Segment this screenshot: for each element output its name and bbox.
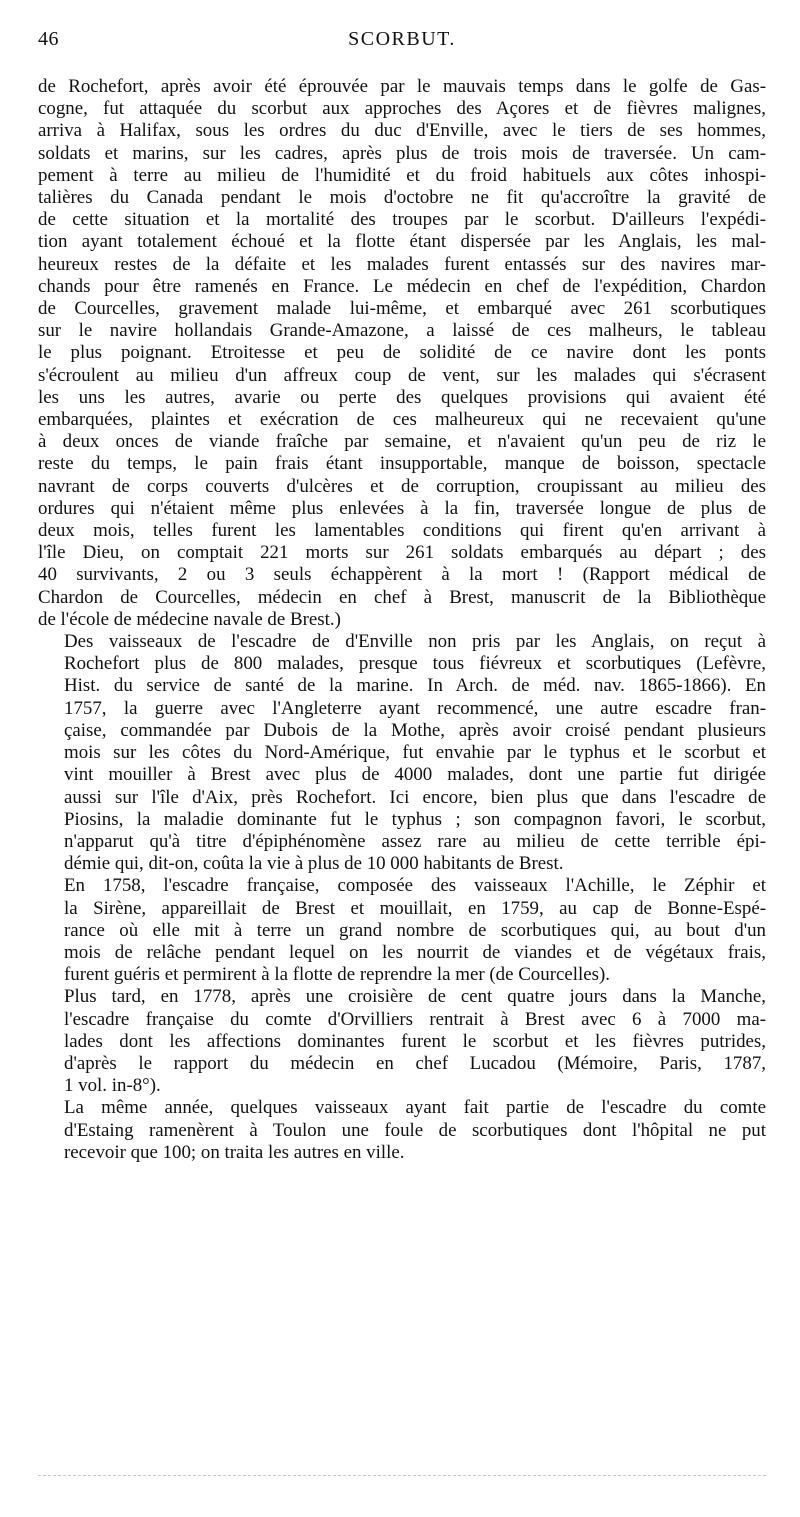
text-line: s'écroulent au milieu d'un affreux coup de vent, sur les malades qui s'écrasent — [38, 364, 766, 386]
text-line: soldats et marins, sur les cadres, après plus de trois mois de traversée. Un cam- — [38, 142, 766, 164]
text-line: Plus tard, en 1778, après une croisière de cent quatre jours dans la Manche, — [64, 986, 766, 1008]
text-line: navrant de corps couverts d'ulcères et de corruption, croupissant au milieu des — [38, 475, 766, 497]
text-line: furent guéris et permirent à la flotte de reprendre la mer (de Courcelles). — [64, 964, 611, 986]
text-line: pement à terre au milieu de l'humidité et du froid habituels aux côtes inhospi- — [38, 164, 766, 186]
text-line: embarquées, plaintes et exécration de ces malheureux qui ne recevaient qu'une — [38, 409, 766, 431]
book-page — [38, 28, 766, 1164]
text-line: les uns les autres, avarie ou perte des quelques provisions qui avaient été — [38, 386, 766, 408]
text-line: 40 survivants, 2 ou 3 seuls échappèrent à la mort ! (Rapport médical de — [38, 564, 766, 586]
text-line: de Rochefort, après avoir été éprouvée par le mauvais temps dans le golfe de Gas- — [38, 76, 766, 97]
text-line: heureux restes de la défaite et les malades furent entassés sur des navires mar- — [38, 253, 766, 275]
body-text — [38, 76, 766, 1164]
text-line: reste du temps, le pain frais étant insupportable, manque de boisson, spectacle — [38, 453, 766, 475]
text-line: cogne, fut attaquée du scorbut aux approches des Açores et de fièvres malignes, — [38, 98, 766, 120]
text-line: aussi sur l'île d'Aix, près Rochefort. Ici encore, bien plus que dans l'escadre de — [64, 786, 766, 808]
text-line: En 1758, l'escadre française, composée des vaisseaux l'Achille, le Zéphir et — [64, 875, 766, 897]
text-line: de Courcelles, gravement malade lui-même, et embarqué avec 261 scorbutiques — [38, 298, 766, 320]
text-line: La même année, quelques vaisseaux ayant fait partie de l'escadre du comte — [64, 1097, 766, 1119]
text-line: Hist. du service de santé de la marine. In Arch. de méd. nav. 1865-1866). En — [64, 675, 766, 697]
text-line: le plus poignant. Etroitesse et peu de solidité de ce navire dont les ponts — [38, 342, 766, 364]
text-line: démie qui, dit-on, coûta la vie à plus de 10 000 habitants de Brest. — [64, 853, 564, 875]
text-line: çaise, commandée par Dubois de la Mothe, après avoir croisé pendant plusieurs — [64, 719, 766, 741]
text-line: 1 vol. in-8°). — [64, 1075, 161, 1097]
text-line: n'apparut qu'à titre d'épiphénomène assez rare au milieu de cette terrible épi- — [64, 830, 766, 852]
text-line: l'escadre française du comte d'Orvilliers rentrait à Brest avec 6 à 7000 ma- — [64, 1008, 766, 1030]
paragraph — [38, 76, 766, 631]
text-line: ordures qui n'étaient même plus enlevées à la fin, traversée longue de plus de — [38, 497, 766, 519]
text-line: la Sirène, appareillait de Brest et mouillait, en 1759, au cap de Bonne-Espé- — [64, 897, 766, 919]
text-line: mois de relâche pendant lequel on les nourrit de viandes et de végétaux frais, — [64, 941, 766, 963]
text-line: lades dont les affections dominantes furent le scorbut et les fièvres putrides, — [64, 1030, 766, 1052]
footer-rule — [38, 1475, 766, 1476]
text-line: mois sur les côtes du Nord-Amérique, fut envahie par le typhus et le scorbut et — [64, 742, 766, 764]
text-line: tion ayant totalement échoué et la flotte étant dispersée par les Anglais, les mal- — [38, 231, 766, 253]
text-line: de cette situation et la mortalité des troupes par le scorbut. D'ailleurs l'expédi- — [38, 209, 766, 231]
text-line: rance où elle mit à terre un grand nombre de scorbutiques qui, au bout d'un — [64, 919, 766, 941]
paragraph — [38, 986, 766, 1097]
text-line: l'île Dieu, on comptait 221 morts sur 261 soldats embarqués au départ ; des — [38, 542, 766, 564]
paragraph — [38, 631, 766, 875]
text-line: vint mouiller à Brest avec plus de 4000 malades, dont une partie fut dirigée — [64, 764, 766, 786]
paragraph — [38, 875, 766, 986]
text-line: Des vaisseaux de l'escadre de d'Enville non pris par les Anglais, on reçut à — [64, 631, 766, 653]
text-line: de l'école de médecine navale de Brest.) — [38, 608, 341, 630]
text-line: sur le navire hollandais Grande-Amazone, a laissé de ces malheurs, le tableau — [38, 320, 766, 342]
text-line: Piosins, la maladie dominante fut le typhus ; son compagnon favori, le scorbut, — [64, 808, 766, 830]
text-line: chands pour être ramenés en France. Le médecin en chef de l'expédition, Chardon — [38, 275, 766, 297]
text-line: arriva à Halifax, sous les ordres du duc d'Enville, avec le tiers de ses hommes, — [38, 120, 766, 142]
text-line: Rochefort plus de 800 malades, presque tous fiévreux et scorbutiques (Lefèvre, — [64, 653, 766, 675]
page-number: 46 — [38, 28, 59, 50]
text-line: deux mois, telles furent les lamentables conditions qui firent qu'en arrivant à — [38, 520, 766, 542]
paragraph — [38, 1097, 766, 1164]
running-head — [38, 28, 766, 54]
text-line: talières du Canada pendant le mois d'octobre ne fit qu'accroître la gravité de — [38, 187, 766, 209]
text-line: d'Estaing ramenèrent à Toulon une foule de scorbutiques dont l'hôpital ne put — [64, 1119, 766, 1141]
text-line: d'après le rapport du médecin en chef Lucadou (Mémoire, Paris, 1787, — [64, 1052, 766, 1074]
text-line: Chardon de Courcelles, médecin en chef à Brest, manuscrit de la Bibliothèque — [38, 586, 766, 608]
running-title: SCORBUT. — [348, 28, 456, 50]
text-line: à deux onces de viande fraîche par semaine, et n'avaient qu'un peu de riz le — [38, 431, 766, 453]
text-line: recevoir que 100; on traita les autres en ville. — [64, 1141, 405, 1163]
text-line: 1757, la guerre avec l'Angleterre ayant recommencé, une autre escadre fran- — [64, 697, 766, 719]
